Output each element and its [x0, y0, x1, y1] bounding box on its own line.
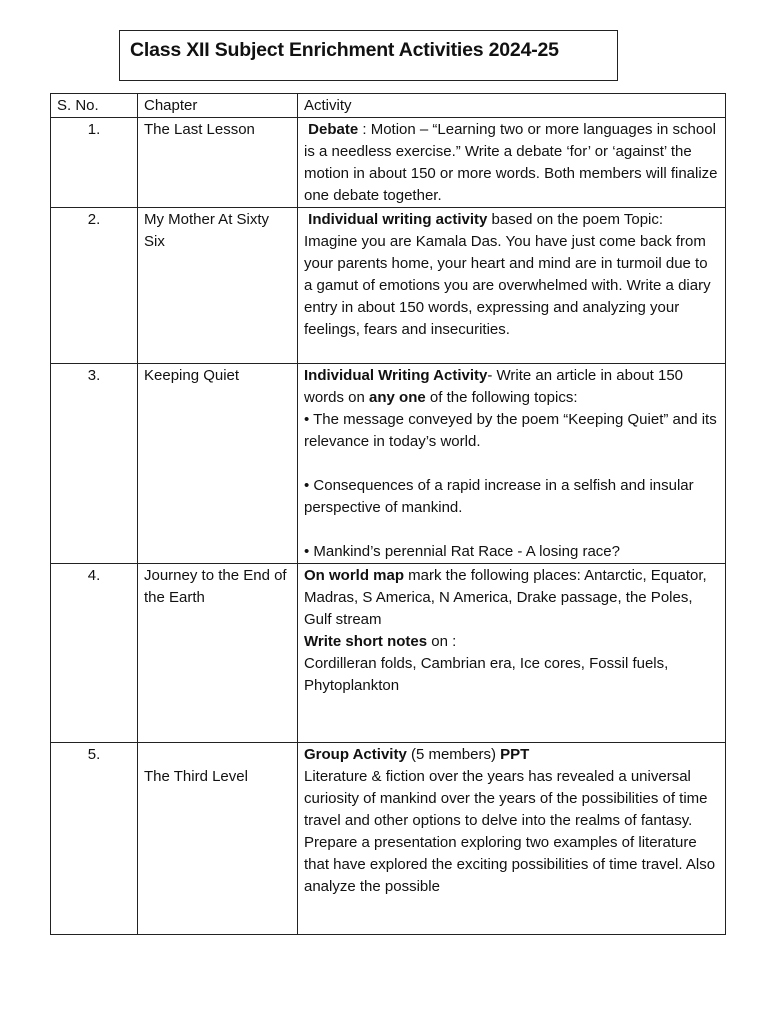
activity-text: on :: [427, 633, 457, 650]
activity-text: : Motion – “Learning two or more languages in school is a needless exercise.” Write a debate ‘for’ or ‘against’ the motion in about 150 or more words. Both members will finalize one debate together.: [304, 121, 718, 204]
header-chapter: Chapter: [138, 94, 298, 118]
activity-text: Cordilleran folds, Cambrian era, Ice cores, Fossil fuels, Phytoplankton: [304, 655, 669, 694]
activity-bold: Individual writing activity: [308, 211, 488, 228]
activity-bullet: • The message conveyed by the poem “Keeping Quiet” and its relevance in today’s world.: [304, 411, 717, 450]
activity-text: mark the following places: Antarctic, Equator, Madras, S America, N America, Drake passage, the Poles, Gulf stream: [304, 567, 707, 628]
activity-bold: Write short notes: [304, 633, 428, 650]
row-chapter: [138, 743, 298, 935]
row-sno: 4.: [51, 564, 138, 743]
row-activity: [298, 364, 726, 564]
activity-text: Literature & fiction over the years has revealed a universal curiosity of mankind over the years of the possibilities of time travel and other options to delve into the realms of fantasy.: [304, 768, 708, 829]
table-row: [51, 364, 726, 564]
row-sno: 2.: [51, 208, 138, 364]
activity-text: based on the poem Topic: Imagine you are Kamala Das. You have just come back from your parents home, your heart and mind are in turmoil due to a gamut of emotions you are overwhelmed with. Write a diary entry in about 150 words, expressing and analyzing your feelings, fears and insecurities.: [304, 211, 711, 338]
activity-bullet: • Mankind’s perennial Rat Race - A losing race?: [304, 543, 620, 560]
row-activity: [298, 564, 726, 743]
activity-text: Prepare a presentation exploring two examples of literature that have explored the exciting possibilities of time travel. Also analyze the possible: [304, 834, 716, 895]
activity-bold: On world map: [304, 567, 405, 584]
document-title: Class XII Subject Enrichment Activities 2024-25: [130, 39, 559, 61]
table-row: [51, 564, 726, 743]
activity-text: of the following topics:: [425, 389, 578, 406]
activity-bold: any one: [369, 389, 426, 406]
chapter-label: The Third Level: [144, 768, 248, 785]
activity-text: (5 members): [406, 746, 501, 763]
activities-table: [50, 93, 726, 935]
row-activity: [298, 208, 726, 364]
row-chapter: My Mother At Sixty Six: [138, 208, 298, 364]
title-box: [119, 30, 618, 81]
activity-bold: Debate: [308, 121, 359, 138]
table-header-row: [51, 94, 726, 118]
row-chapter: Keeping Quiet: [138, 364, 298, 564]
activity-text: - Write an article in about 150 words on: [304, 367, 684, 406]
row-sno: 1.: [51, 118, 138, 208]
row-sno: 3.: [51, 364, 138, 564]
activity-bold: Group Activity: [304, 746, 407, 763]
table-row: [51, 743, 726, 935]
row-chapter: The Last Lesson: [138, 118, 298, 208]
activity-bold: PPT: [500, 746, 530, 763]
row-chapter: Journey to the End of the Earth: [138, 564, 298, 743]
row-activity: [298, 743, 726, 935]
header-sno: S. No.: [51, 94, 138, 118]
activity-bold: Individual Writing Activity: [304, 367, 488, 384]
activity-bullet: • Consequences of a rapid increase in a selfish and insular perspective of mankind.: [304, 477, 694, 516]
header-activity: Activity: [298, 94, 726, 118]
table-row: [51, 118, 726, 208]
row-activity: [298, 118, 726, 208]
row-sno: 5.: [51, 743, 138, 935]
table-row: [51, 208, 726, 364]
